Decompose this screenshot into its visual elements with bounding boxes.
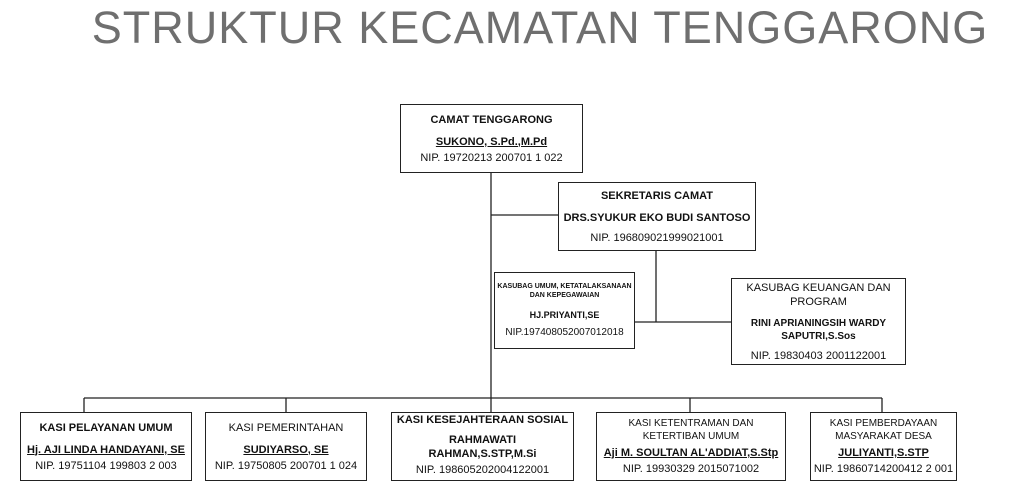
kasi-kesejahteraan-name: RAHMAWATI RAHMAN,S.STP,M.Si (428, 433, 537, 460)
kasi-ketentraman-role: KASI KETENTRAMAN DAN KETERTIBAN UMUM (628, 418, 754, 442)
camat-role: CAMAT TENGGARONG (430, 113, 553, 126)
kasi-pemerintahan-role: KASI PEMERINTAHAN (228, 421, 344, 434)
kasi-pemerintahan-nip: NIP. 19750805 200701 1 024 (214, 459, 358, 472)
kasi-kesejahteraan-nip: NIP. 198605202004122001 (415, 463, 550, 476)
kasi-ketentraman-name: Aji M. SOULTAN AL'ADDIAT,S.Stp (603, 447, 779, 459)
kasi-pelayanan-nip: NIP. 19751104 199803 2 003 (35, 459, 177, 472)
kasi-pemerintahan-box (205, 412, 367, 481)
kasubag-umum-nip: NIP.197408052007012018 (505, 327, 624, 338)
camat-name: SUKONO, S.Pd.,M.Pd (435, 135, 548, 148)
kasi-pemberdayaan-box (810, 412, 957, 481)
kasi-pemberdayaan-role: KASI PEMBERDAYAAN MASYARAKAT DESA (829, 418, 938, 442)
kasi-pelayanan-role: KASI PELAYANAN UMUM (39, 421, 173, 434)
page-title: STRUKTUR KECAMATAN TENGGARONG (91, 2, 989, 53)
kasubag-keuangan-role: KASUBAG KEUANGAN DAN PROGRAM (746, 281, 891, 308)
kasi-pemerintahan-name: SUDIYARSO, SE (243, 443, 329, 456)
kasi-kesejahteraan-role: KASI KESEJAHTERAAN SOSIAL (396, 413, 569, 426)
camat-nip: NIP. 19720213 200701 1 022 (420, 151, 563, 164)
sekcam-role: SEKRETARIS CAMAT (600, 189, 714, 202)
kasi-pemberdayaan-name: JULIYANTI,S.STP (838, 447, 929, 459)
kasubag-keuangan-nip: NIP. 19830403 2001122001 (750, 349, 887, 362)
sekcam-name: DRS.SYUKUR EKO BUDI SANTOSO (563, 211, 751, 224)
kasi-pelayanan-box (20, 412, 192, 481)
camat-box (400, 104, 583, 173)
kasi-kesejahteraan-box (391, 412, 574, 481)
kasubag-umum-role: KASUBAG UMUM, KETATALAKSANAAN DAN KEPEGAWAIAN (497, 283, 632, 299)
kasi-ketentraman-box (596, 412, 786, 481)
kasubag-keuangan-name: RINI APRIANINGSIH WARDY SAPUTRI,S.Sos (750, 317, 887, 342)
sekcam-nip: NIP. 196809021999021001 (590, 231, 724, 244)
kasubag-umum-box (494, 272, 635, 349)
kasi-ketentraman-nip: NIP. 19930329 2015071002 (622, 463, 760, 475)
kasi-pelayanan-name: Hj. AJI LINDA HANDAYANI, SE (27, 443, 185, 456)
sekcam-box (558, 182, 756, 251)
kasubag-keuangan-box (731, 278, 906, 365)
kasubag-umum-name: HJ.PRIYANTI,SE (529, 310, 600, 320)
kasi-pemberdayaan-nip: NIP. 19860714200412 2 001 (813, 463, 954, 475)
